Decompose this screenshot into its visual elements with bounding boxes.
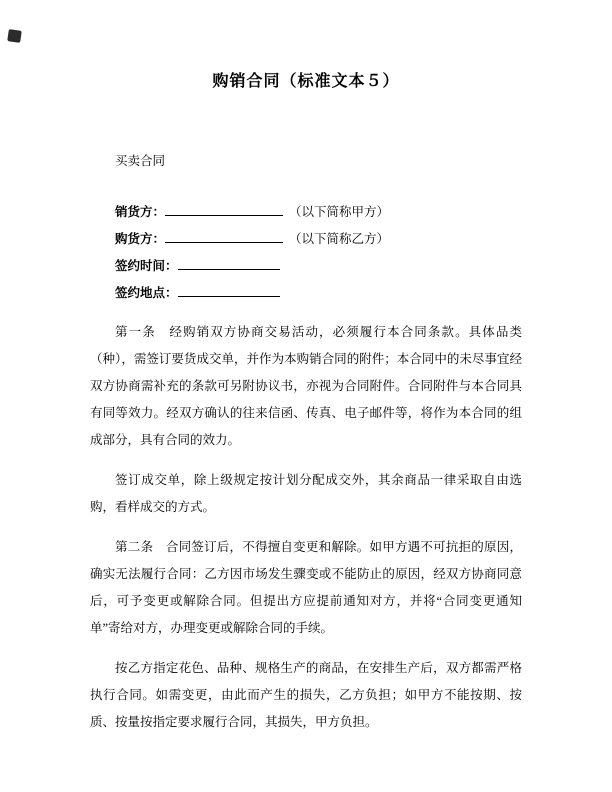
field-seller: [115, 199, 522, 226]
field-seller-label: 销货方：: [115, 205, 166, 219]
sign-date-blank-line: [178, 257, 280, 270]
seller-blank-line: [165, 203, 283, 216]
contract-subtitle: 买卖合同: [115, 154, 166, 168]
field-buyer-suffix: （以下简称乙方）: [289, 232, 390, 246]
field-sign-place: [115, 280, 522, 307]
sign-place-blank-line: [178, 284, 280, 297]
field-sign-place-label: 签约地点：: [115, 286, 178, 300]
field-buyer-label: 购货方：: [115, 232, 166, 246]
contract-header-fields: [115, 199, 522, 307]
paragraph-clause-1: 第一条 经购销双方协商交易活动，必须履行本合同条款。具体品类（种），需签订要货成交单，并作为本购销合同的附件；本合同中的未尽事宜经双方协商需补充的条款可另附协议书，亦视为合同附件。合同附件与本合同具有同等效力。经双方确认的往来信函、传真、电子邮件等，将作为本合同的组成部分，具有合同的效力。: [90, 325, 522, 447]
field-seller-suffix: （以下简称甲方）: [289, 205, 390, 219]
field-buyer: [115, 226, 522, 253]
scan-artifact-mark: [7, 29, 22, 43]
field-sign-date-label: 签约时间：: [115, 259, 178, 273]
paragraph-clause-2-sub: 按乙方指定花色、品种、规格生产的商品，在安排生产后，双方都需严格执行合同。如需变更，由此而产生的损失，乙方负担；如甲方不能按期、按质、按量按指定要求履行合同，其损失，甲方负担。: [90, 661, 522, 729]
document-title: 购销合同（标准文本５）: [212, 73, 400, 90]
paragraph-clause-2: 第二条 合同签订后，不得擅自变更和解除。如甲方遇不可抗拒的原因，确实无法履行合同：乙方因市场发生骤变或不能防止的原因，经双方协商同意后，可予变更或解除合同。但提出方应提前通知对方，并将“合同变更通知单”寄给对方，办理变更或解除合同的手续。: [90, 540, 522, 635]
field-sign-date: [115, 253, 522, 280]
paragraph-clause-1-sub: 签订成交单，除上级规定按计划分配成交外，其余商品一律采取自由选购，看样成交的方式。: [90, 473, 522, 514]
contract-body: [90, 319, 522, 736]
buyer-blank-line: [165, 230, 283, 243]
